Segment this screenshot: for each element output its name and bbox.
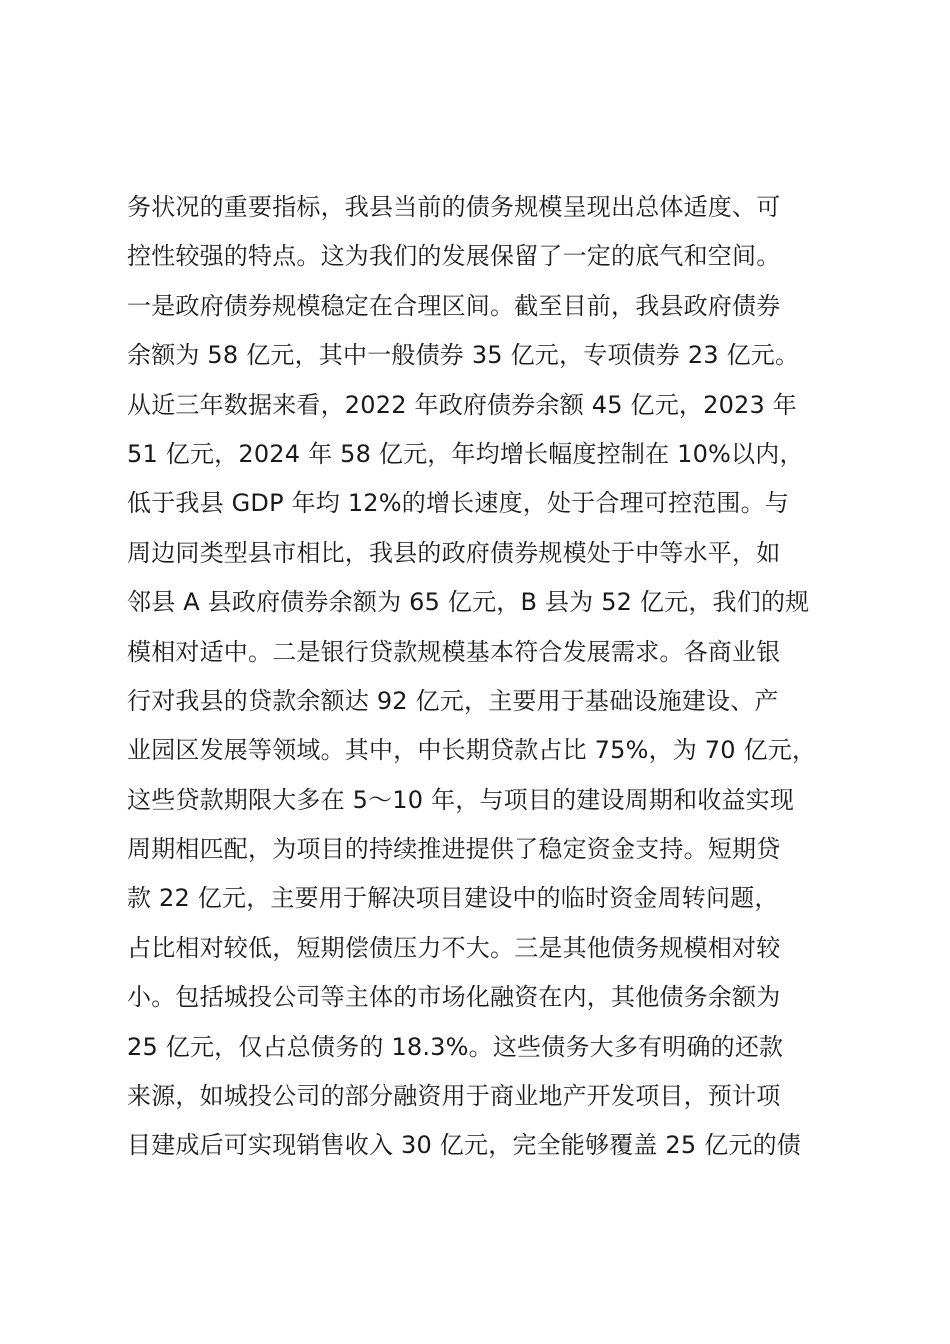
text-line: 一是政府债券规模稳定在合理区间。截至目前，我县政府债券 — [127, 291, 781, 320]
text-line: 余额为 58 亿元，其中一般债券 35 亿元，专项债券 23 亿元。 — [127, 341, 800, 370]
text-line: 低于我县 GDP 年均 12%的增长速度，处于合理可控范围。与 — [127, 489, 789, 518]
text-line: 占比相对较低，短期偿债压力不大。三是其他债务规模相对较 — [127, 933, 781, 962]
text-line: 款 22 亿元，主要用于解决项目建设中的临时资金周转问题， — [127, 884, 779, 913]
text-line: 周期相匹配，为项目的持续推进提供了稳定资金支持。短期贷 — [127, 835, 781, 864]
text-line: 务状况的重要指标，我县当前的债务规模呈现出总体适度、可 — [127, 193, 781, 221]
text-line: 周边同类型县市相比，我县的政府债券规模处于中等水平，如 — [127, 538, 781, 567]
text-line: 51 亿元，2024 年 58 亿元，年均增长幅度控制在 10%以内， — [127, 439, 804, 468]
text-line: 来源，如城投公司的部分融资用于商业地产开发项目，预计项 — [127, 1082, 781, 1111]
text-line: 这些贷款期限大多在 5～10 年，与项目的建设周期和收益实现 — [127, 785, 795, 814]
text-line: 小。包括城投公司等主体的市场化融资在内，其他债务余额为 — [127, 983, 781, 1012]
text-line: 业园区发展等领域。其中，中长期贷款占比 75%，为 70 亿元， — [127, 736, 817, 765]
text-line: 从近三年数据来看，2022 年政府债券余额 45 亿元，2023 年 — [127, 390, 798, 419]
text-line: 25 亿元，仅占总债务的 18.3%。这些债务大多有明确的还款 — [127, 1032, 784, 1061]
text-line: 目建成后可实现销售收入 30 亿元，完全能够覆盖 25 亿元的债 — [127, 1131, 801, 1160]
body-text — [127, 183, 867, 1171]
text-line: 控性较强的特点。这为我们的发展保留了一定的底气和空间。 — [127, 242, 781, 271]
text-line: 邻县 A 县政府债券余额为 65 亿元，B 县为 52 亿元，我们的规 — [127, 588, 810, 617]
text-line: 行对我县的贷款余额达 92 亿元，主要用于基础设施建设、产 — [127, 686, 779, 715]
text-line: 模相对适中。二是银行贷款规模基本符合发展需求。各商业银 — [127, 637, 781, 666]
